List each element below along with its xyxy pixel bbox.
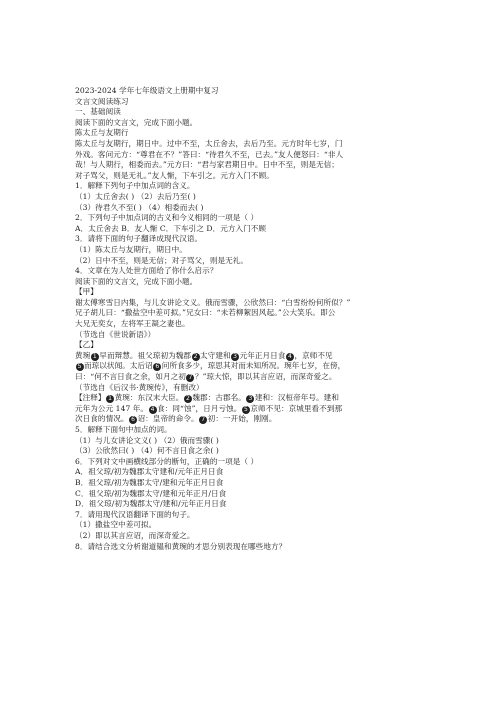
text-line: （1）撒盐空中差可拟。 [75, 520, 157, 530]
text-line [75, 404, 435, 415]
text-line: 文言文阅读练习 [75, 96, 129, 106]
text-line [75, 393, 435, 404]
text-line: 5．解释下面句中加点的词。 [75, 425, 172, 434]
text-segment: 曰：“何不言日食之余，如月之初 [75, 372, 186, 382]
text-line: 外戏。客问元方：“尊君在不？”答曰：“待君久不至，已去。”友人便怒曰：“非人 [75, 149, 344, 159]
text-segment: 而琼以状闻。太后诏 [84, 361, 153, 371]
text-segment: 黄琬：东汉末大臣。 [114, 393, 184, 403]
text-segment: 初：一开始，刚刚。 [207, 414, 277, 424]
footnote-marker: 1 [91, 353, 99, 361]
text-line: 8．请结合选文分析谢道韫和黄琬的才思分别表现在哪些地方？ [75, 541, 287, 551]
text-segment: 【注释】 [75, 393, 106, 403]
text-line: 对子骂父，则是无礼。”友人惭，下车引之。元方入门不顾。 [75, 170, 274, 180]
text-segment: 次日食的情况。 [75, 414, 129, 424]
text-line: 阅读下面的文言文，完成下面小题。 [75, 276, 198, 286]
text-segment: ？”琼大惊，即以其言应诏，而深奇爱之。 [194, 372, 337, 382]
footnote-marker: 1 [106, 395, 114, 403]
text-segment: 建和：汉桓帝年号。建和 [254, 393, 339, 403]
text-line: 2023-2024 学年七年级语文上册期中复习 [75, 86, 219, 95]
text-line: A．太丘舍去 B．友人惭 C．下车引之 D．元方入门不顾 [75, 223, 267, 233]
text-line: （3）待君久不至( ) （4）相委而去( ) [75, 202, 204, 212]
text-line: （2）即以其言应诏，而深奇爱之。 [75, 530, 195, 540]
footnote-marker: 5 [242, 406, 250, 414]
text-line: B．祖父琼/初为魏郡太守/建和元年正月日食 [75, 477, 224, 487]
text-line: 3．请将下面的句子翻译成现代汉语。 [75, 234, 203, 244]
text-segment: 元年为公元 147 年。 [75, 403, 149, 413]
text-line [75, 351, 435, 362]
text-line: 7．请用现代汉语翻译下面的句子。 [75, 509, 195, 519]
text-line: 一、基础阅读 [75, 107, 121, 117]
text-line: 【甲】 [75, 287, 98, 297]
text-line: 陈太丘与友期行 [75, 128, 129, 138]
text-line: 陈太丘与友期行，期日中。过中不至，太丘舍去，去后乃至。元方时年七岁，门 [75, 138, 343, 148]
text-line: （1）太丘舍去( ) （2）去后乃至( ) [75, 191, 196, 201]
footnote-marker: 4 [286, 353, 294, 361]
text-segment: 魏郡：古郡名。 [192, 393, 246, 403]
text-line [75, 372, 435, 383]
footnote-marker: 4 [149, 406, 157, 414]
text-segment: 元年正月日食 [239, 350, 286, 360]
footnote-marker: 2 [192, 353, 200, 361]
text-line: （2）日中不至，则是无信；对子骂父，则是无礼。 [75, 255, 249, 265]
text-line: （3）公欣然曰( ) （4）何不言日食之余( ) [75, 446, 219, 456]
text-line: （1）陈太丘与友期行，期日中。 [75, 244, 187, 254]
text-segment: 京师不见：京城里看不到那 [250, 403, 343, 413]
footnote-marker: 3 [231, 353, 239, 361]
text-line: C．祖父琼/初为魏郡太守/建和元年正月/日食 [75, 488, 227, 498]
text-line: 2．下列句子中加点词的古义和今义相同的一项是（ ） [75, 213, 259, 223]
text-line: 谢太傅寒雪日内集，与儿女讲论文义。俄而雪骤，公欣然曰：“白雪纷纷何所似？” [75, 297, 351, 307]
text-line: D．祖父琼/初为魏郡太守/建和/元年正月日食 [75, 499, 227, 509]
footnote-marker: 7 [199, 416, 207, 424]
text-line: 1．解释下列句子中加点词的含义。 [75, 181, 195, 191]
text-line: 6．下列对文中画横线部分的断句，正确的一项是（ ） [75, 456, 259, 466]
text-line: 兄子胡儿曰：“撒盐空中差可拟。”兄女曰：“未若柳絮因风起。”公大笑乐。即公 [75, 308, 336, 318]
footnote-marker: 3 [246, 395, 254, 403]
text-line: （1）与儿女讲论文义( ) （2）俄而雪骤( ) [75, 435, 219, 445]
text-line: 大兄无奕女，左将军王凝之妻也。 [75, 319, 190, 329]
text-segment: 食：同“蚀”，日月亏蚀。 [157, 403, 242, 413]
text-line: 哉！与人期行，相委而去。”元方曰：“君与家君期日中。日中不至，则是无信； [75, 160, 339, 170]
footnote-marker: 2 [184, 395, 192, 403]
text-segment: 太守建和 [200, 350, 231, 360]
text-segment: 黄琬 [75, 350, 91, 360]
footnote-marker: 6 [129, 416, 137, 424]
text-line [75, 414, 435, 425]
text-line: A．祖父琼/初为魏郡太守建和/元年正月日食 [75, 467, 224, 477]
text-segment: 问所食多少，琼思其对而未知所况。琬年七岁，在傍， [161, 361, 346, 371]
text-line: 阅读下面的文言文，完成下面小题。 [75, 117, 198, 127]
footnote-marker: 7 [186, 374, 194, 382]
text-line [75, 361, 435, 372]
text-segment: ，京师不见 [294, 350, 333, 360]
text-line: （节选自《世说新语》） [75, 329, 156, 339]
footnote-marker: 6 [153, 363, 161, 371]
document-body [75, 86, 435, 552]
text-line: 【乙】 [75, 340, 98, 350]
text-line: 4．文章在为人处世方面给了你什么启示？ [75, 266, 218, 276]
text-segment: 早而辩慧。祖父琼初为魏郡 [99, 350, 192, 360]
text-line: （节选自《后汉书·黄琬传》，有删改） [75, 382, 204, 392]
footnote-marker: 5 [76, 363, 84, 371]
text-segment: 诏：皇帝的命令。 [137, 414, 199, 424]
